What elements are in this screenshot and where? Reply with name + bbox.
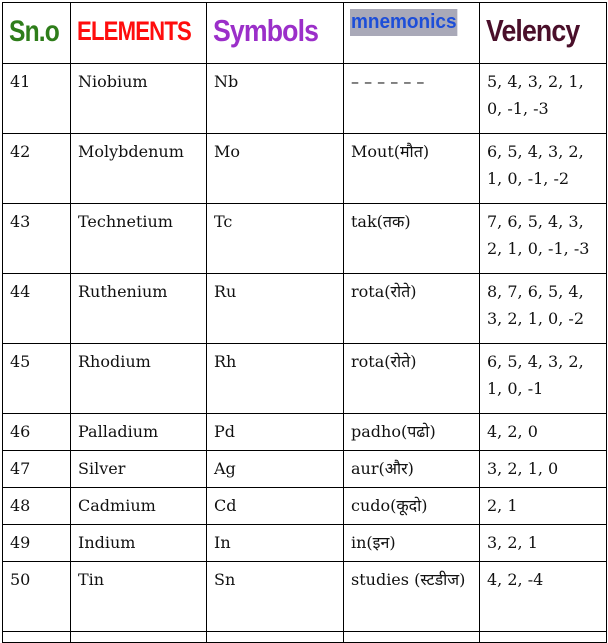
header-symbols [207, 3, 344, 64]
cell-sno-text: 50 [10, 570, 31, 589]
cell-mnemonic [344, 274, 480, 344]
cell-valency [480, 525, 607, 562]
table-row [3, 134, 607, 204]
header-symbols-label: Symbols [213, 13, 319, 48]
cell-sno [3, 562, 71, 632]
table-row [3, 562, 607, 632]
cell-symbol-text: Ru [214, 282, 237, 301]
cell-sno-text: 42 [10, 142, 31, 161]
cell-mnemonic-text: rota(रोते) [351, 282, 417, 301]
header-elements-label: ELEMENTS [77, 16, 191, 46]
cell-element-text: Cadmium [78, 496, 156, 515]
cell-element-text: Molybdenum [78, 142, 184, 161]
cell-mnemonic-text: cudo(कूदो) [351, 496, 428, 515]
cell-mnemonic-text: aur(और) [351, 459, 414, 478]
header-elements [71, 3, 207, 64]
cell-element [71, 451, 207, 488]
table-row [3, 204, 607, 274]
cell-element [71, 64, 207, 134]
cell-empty [207, 632, 344, 643]
cell-symbol [207, 451, 344, 488]
cell-sno-text: 49 [10, 533, 31, 552]
cell-sno [3, 274, 71, 344]
cell-mnemonic [344, 562, 480, 632]
cell-valency-text: 8, 7, 6, 5, 4, 3, 2, 1, 0, -2 [487, 282, 584, 328]
cell-mnemonic [344, 414, 480, 451]
cell-mnemonic-text: – – – – – – [351, 72, 425, 91]
cell-valency-text: 3, 2, 1 [487, 533, 538, 552]
header-valency [480, 3, 607, 64]
table-row [3, 64, 607, 134]
cell-symbol-text: Mo [214, 142, 241, 161]
cell-element [71, 414, 207, 451]
table-row [3, 488, 607, 525]
cell-valency [480, 488, 607, 525]
cell-sno [3, 414, 71, 451]
cell-element-text: Tin [78, 570, 105, 589]
cell-valency [480, 134, 607, 204]
cell-valency-text: 6, 5, 4, 3, 2, 1, 0, -1, -2 [487, 142, 584, 188]
cell-empty [71, 632, 207, 643]
cell-mnemonic [344, 204, 480, 274]
cell-symbol [207, 204, 344, 274]
cell-sno [3, 488, 71, 525]
cell-sno-text: 45 [10, 352, 31, 371]
cell-empty [344, 632, 480, 643]
cell-mnemonic [344, 488, 480, 525]
cell-mnemonic [344, 64, 480, 134]
cell-element-text: Palladium [78, 422, 159, 441]
cell-symbol-text: Nb [214, 72, 239, 91]
cell-sno [3, 204, 71, 274]
cell-symbol-text: In [214, 533, 231, 552]
cell-mnemonic-text: tak(तक) [351, 212, 411, 231]
cell-symbol [207, 274, 344, 344]
cell-mnemonic [344, 134, 480, 204]
cell-symbol-text: Sn [214, 570, 236, 589]
cell-valency-text: 4, 2, -4 [487, 570, 544, 589]
table-row [3, 274, 607, 344]
cell-mnemonic [344, 525, 480, 562]
cell-element-text: Ruthenium [78, 282, 168, 301]
elements-table [2, 2, 607, 643]
cell-element [71, 562, 207, 632]
cell-valency [480, 344, 607, 414]
cell-valency-text: 5, 4, 3, 2, 1, 0, -1, -3 [487, 72, 584, 118]
cell-valency-text: 4, 2, 0 [487, 422, 538, 441]
cell-mnemonic-text: rota(रोते) [351, 352, 417, 371]
cell-sno [3, 134, 71, 204]
cell-valency [480, 204, 607, 274]
cell-symbol [207, 344, 344, 414]
cell-element-text: Silver [78, 459, 126, 478]
cell-mnemonic [344, 344, 480, 414]
cell-valency [480, 64, 607, 134]
cell-symbol [207, 134, 344, 204]
cell-element-text: Rhodium [78, 352, 151, 371]
cell-sno-text: 47 [10, 459, 31, 478]
cell-empty [480, 632, 607, 643]
table-row [3, 344, 607, 414]
cell-valency-text: 3, 2, 1, 0 [487, 459, 559, 478]
cell-sno [3, 451, 71, 488]
cell-sno-text: 43 [10, 212, 31, 231]
cell-symbol [207, 64, 344, 134]
table-row [3, 451, 607, 488]
cell-mnemonic-text: Mout(मौत) [351, 142, 430, 161]
cell-element [71, 204, 207, 274]
cell-sno-text: 48 [10, 496, 31, 515]
cell-element [71, 525, 207, 562]
cell-symbol-text: Ag [214, 459, 236, 478]
cell-sno [3, 344, 71, 414]
cell-mnemonic-text: studies (स्टडीज) [351, 570, 466, 589]
cell-symbol [207, 414, 344, 451]
cell-element-text: Technetium [78, 212, 173, 231]
cell-element-text: Indium [78, 533, 136, 552]
header-valency-label: Velency [486, 13, 580, 48]
table-row-partial [3, 632, 607, 643]
cell-sno-text: 41 [10, 72, 31, 91]
cell-mnemonic [344, 451, 480, 488]
header-row [3, 3, 607, 64]
cell-mnemonic-text: in(इन) [351, 533, 396, 552]
cell-mnemonic-text: padho(पढो) [351, 422, 436, 441]
header-mnemonics [344, 3, 480, 64]
cell-sno-text: 44 [10, 282, 31, 301]
cell-symbol [207, 525, 344, 562]
cell-symbol [207, 488, 344, 525]
cell-symbol-text: Cd [214, 496, 237, 515]
cell-element [71, 134, 207, 204]
cell-valency [480, 562, 607, 632]
table-row [3, 414, 607, 451]
cell-element [71, 274, 207, 344]
cell-valency [480, 451, 607, 488]
cell-valency-text: 2, 1 [487, 496, 518, 515]
header-mnemonics-label: mnemonics [350, 9, 457, 36]
cell-symbol-text: Pd [214, 422, 236, 441]
cell-sno [3, 525, 71, 562]
cell-symbol-text: Rh [214, 352, 237, 371]
cell-valency-text: 6, 5, 4, 3, 2, 1, 0, -1 [487, 352, 584, 398]
cell-element [71, 344, 207, 414]
cell-element [71, 488, 207, 525]
cell-valency [480, 414, 607, 451]
cell-symbol-text: Tc [214, 212, 233, 231]
cell-valency [480, 274, 607, 344]
cell-symbol [207, 562, 344, 632]
cell-empty [3, 632, 71, 643]
header-sno [3, 3, 71, 64]
table-row [3, 525, 607, 562]
cell-sno-text: 46 [10, 422, 31, 441]
cell-element-text: Niobium [78, 72, 148, 91]
cell-valency-text: 7, 6, 5, 4, 3, 2, 1, 0, -1, -3 [487, 212, 590, 258]
cell-sno [3, 64, 71, 134]
header-sno-label: Sn.o [9, 14, 60, 48]
